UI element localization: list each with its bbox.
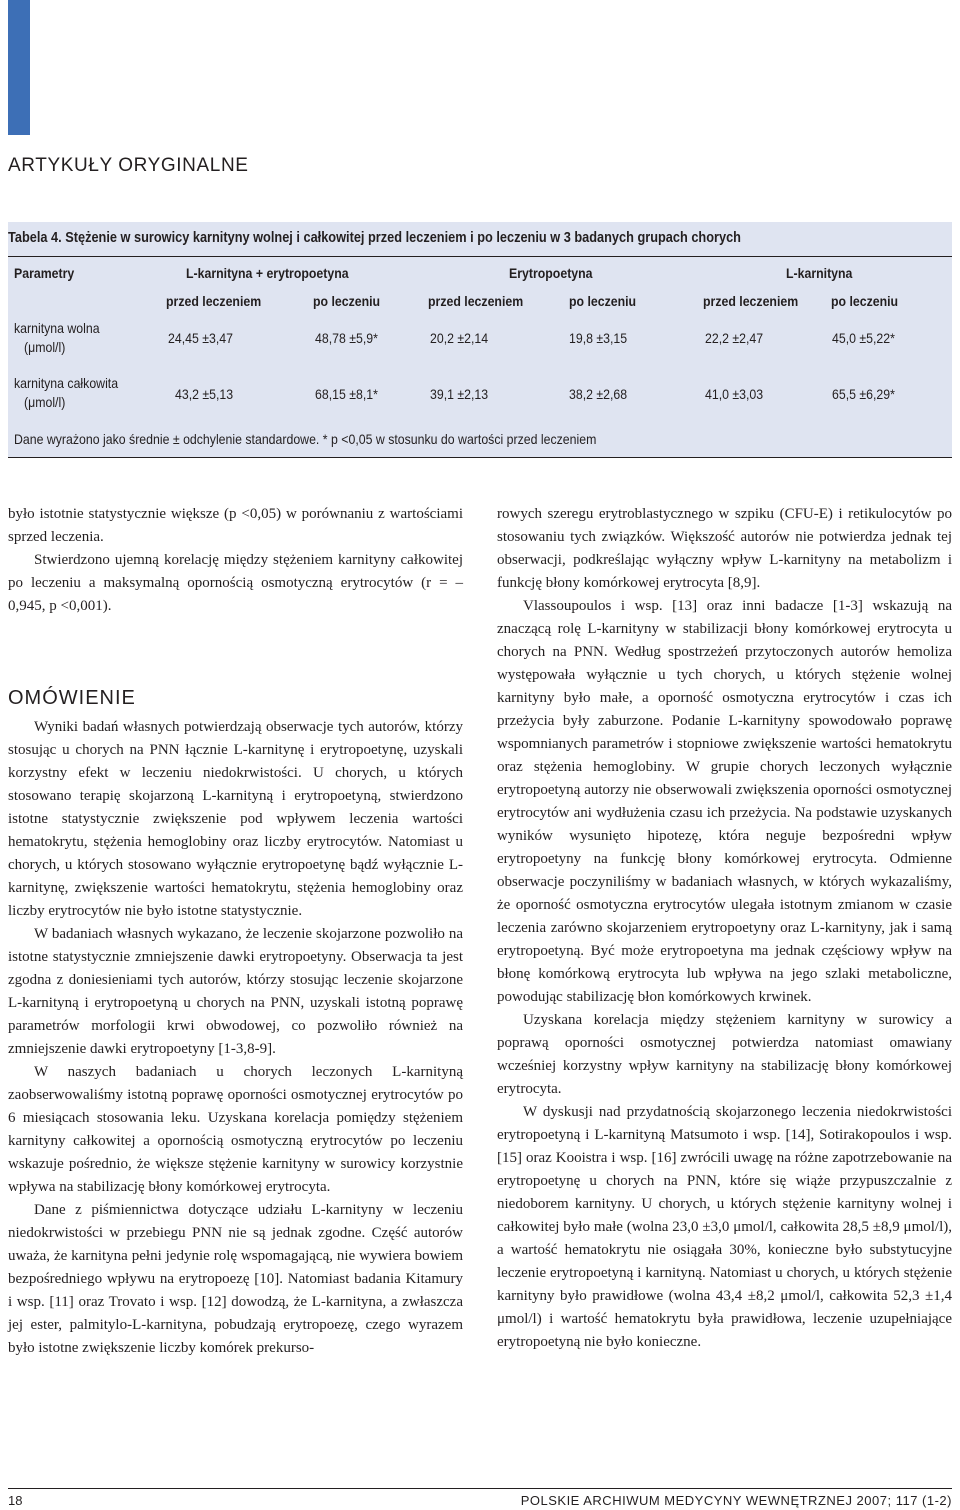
- subheader: po leczeniu: [569, 293, 637, 309]
- section-label: ARTYKUŁY ORYGINALNE: [8, 155, 249, 176]
- group-header: L-karnityna: [786, 265, 853, 281]
- subheader: przed leczeniem: [166, 293, 262, 309]
- paragraph: Dane z piśmiennictwa dotyczące udziału L-karnityny w leczeniu niedokrwistości w przebiegu PNN nie są jednak zgodne. Część autorów uważa, że karnityna pełni jedynie rolę wspomagającą, nie wywiera bowiem bezpośredniego wpływu na erytropoezę [10]. Natomiast badania Kitamury i wsp. [11] oraz Trovato i wsp. [12] dowodzą, że L-karnityna, a zwłaszcza jej ester, palmitylo-L-karnityna, pobudzają erytropoezę, czego wyrazem było istotne zwiększenie liczby komórek prekurso-: [8, 1202, 463, 1356]
- paragraph: rowych szeregu erytroblastycznego w szpiku (CFU-E) i retikulocytów po stosowaniu tych związków. Większość autorów nie potwierdza jednak tej obserwacji, podkreślając wyłączny wpływ L-karnityny na metabolizm i funkcję błony komórkowej erytrocyta [8,9].: [497, 506, 952, 591]
- table-bottom-rule: [8, 457, 952, 458]
- table-cell: 39,1 ±2,13: [430, 386, 489, 402]
- table-cell: 41,0 ±3,03: [705, 386, 764, 402]
- right-column: [497, 503, 952, 1354]
- subheader: przed leczeniem: [703, 293, 799, 309]
- paragraph: Wyniki badań własnych potwierdzają obserwacje tych autorów, którzy stosując u chorych na PNN łącznie L-karnitynę i erytropoetynę, uzyskali korzystny efekt w leczeniu niedokrwistości. U chorych, u których stosowano terapię skojarzoną L-karnityną i erytropoetyną, stwierdzono istotne statystycznie zwiększenie pod wpływem leczenia wartości hematokrytu, stężenia hemoglobiny oraz liczby erytrocytów. Natomiast u chorych, u których stosowano wyłącznie erytropoetynę bądź wyłącznie L-karnitynę, zwiększenie wartości hematokrytu, stężenia hemoglobiny oraz liczby erytrocytów nie było istotne statystycznie.: [8, 719, 463, 919]
- group-header: Erytropoetyna: [509, 265, 593, 281]
- paragraph: Stwierdzono ujemną korelację między stężeniem karnityny całkowitej po leczeniu a maksymalną opornością osmotyczną erytrocytów (r = – 0,945, p <0,001).: [8, 552, 463, 614]
- subheader: po leczeniu: [831, 293, 899, 309]
- table-cell: 65,5 ±6,29*: [832, 386, 895, 402]
- table-cell: 48,78 ±5,9*: [315, 330, 378, 346]
- journal-footer: POLSKIE ARCHIWUM MEDYCYNY WEWNĘTRZNEJ 2007; 117 (1-2): [520, 1493, 952, 1508]
- table-cell: 22,2 ±2,47: [705, 330, 764, 346]
- subheader: przed leczeniem: [428, 293, 524, 309]
- table-cell: 68,15 ±8,1*: [315, 386, 378, 402]
- accent-bar: [8, 0, 30, 135]
- section-heading: OMÓWIENIE: [8, 687, 136, 709]
- table-cell: 24,45 ±3,47: [168, 330, 233, 346]
- table-note: Dane wyrażono jako średnie ± odchylenie standardowe. * p <0,05 w stosunku do wartości przed leczeniem: [14, 431, 597, 447]
- row-unit: (μmol/l): [24, 394, 66, 410]
- footer-rule: [8, 1488, 952, 1489]
- row-unit: (μmol/l): [24, 339, 66, 355]
- table-cell: 45,0 ±5,22*: [832, 330, 895, 346]
- paragraph: Uzyskana korelacja między stężeniem karnityny w surowicy a poprawą oporności osmotycznej potwierdza natomiast omawiany wcześniej korzystny wpływ karnityny na stabilizację błony komórkowej erytrocyta.: [497, 1012, 952, 1097]
- table-top-rule: [8, 256, 952, 257]
- page-number: 18: [8, 1493, 23, 1508]
- row-label: karnityna wolna: [14, 320, 100, 336]
- paragraph: W dyskusji nad przydatnością skojarzonego leczenia niedokrwistości erytropoetyną i L-karnityną Matsumoto i wsp. [14], Sotirakopoulos i wsp. [15] oraz Kooistra i wsp. [16] zwrócili uwagę na różne zapotrzebowanie na erytropoetynę u chorych na PNN, które się wiąże przypuszczalnie z niedoborem karnityny. U chorych, u których stężenie karnityny wolnej i całkowitej było małe (wolna 23,0 ±3,0 μmol/l, całkowita 28,5 ±8,9 μmol/l), a wartość hematokrytu nie osiągała 30%, konieczne było substytucyjne leczenie erytropoetyną i karnityną. Natomiast u chorych, u których stężenie karnityny było prawidłowe (wolna 43,4 ±8,2 μmol/l, całkowita 52,3 ±1,4 μmol/l) i wartość hematokrytu była prawidłowa, leczenie uzupełniające erytropoetyną nie było konieczne.: [497, 1104, 952, 1350]
- subheader: po leczeniu: [313, 293, 381, 309]
- left-column: [8, 503, 463, 1360]
- paragraph: W badaniach własnych wykazano, że leczenie skojarzone pozwoliło na istotne statystycznie zmniejszenie dawki erytropoetyny. Obserwacja ta jest zgodna z doniesieniami tych autorów, którzy stosując leczenie skojarzone L-karnityną i erytropoetyną u chorych na PNN, uzyskali istotną poprawę parametrów morfologii krwi obwodowej, co pozwoliło również na zmniejszenie dawki erytropoetyny [1-3,8-9].: [8, 926, 463, 1057]
- table-cell: 19,8 ±3,15: [569, 330, 628, 346]
- table-caption: Tabela 4. Stężenie w surowicy karnityny wolnej i całkowitej przed leczeniem i po leczeniu w 3 badanych grupach chorych: [8, 230, 741, 246]
- paragraph: było istotnie statystycznie większe (p <0,05) w porównaniu z wartościami sprzed leczenia.: [8, 506, 463, 545]
- paragraph: W naszych badaniach u chorych leczonych L-karnityną zaobserwowaliśmy istotną poprawę oporności osmotycznej erytrocytów po 6 miesiącach stosowania leku. Uzyskana korelacja pomiędzy stężeniem karnityny całkowitej a opornością osmotyczną erytrocytów po leczeniu wskazuje pośrednio, że większe stężenie karnityny w surowicy korzystnie wpływa na stabilizację błony komórkowej erytrocyta.: [8, 1064, 463, 1195]
- table-cell: 43,2 ±5,13: [175, 386, 234, 402]
- group-header: L-karnityna + erytropoetyna: [186, 265, 349, 281]
- row-label: karnityna całkowita: [14, 375, 119, 391]
- table-cell: 20,2 ±2,14: [430, 330, 489, 346]
- table-cell: 38,2 ±2,68: [569, 386, 628, 402]
- paragraph: Vlassoupoulos i wsp. [13] oraz inni badacze [1-3] wskazują na znaczącą rolę L-karnityny w stabilizacji błony komórkowej erytrocyta u chorych na PNN. Według spostrzeżeń przytoczonych autorów hemoliza występowała wyłącznie u tych chorych, u których stężenie wolnej karnityny było małe, a oporność osmotyczna erytrocytów i czas ich przeżycia były zaburzone. Podanie L-karnityny spowodowało poprawę wspomnianych parametrów i stopniowe zwiększenie wartości hematokrytu oraz stężenia hemoglobiny. W grupie chorych leczonych wyłącznie erytropoetyną autorzy nie obserwowali zwiększenia oporności osmotycznej erytrocytów ani wydłużenia czasu ich przeżycia. Na podstawie uzyskanych wyników wysunięto hipotezę, która neguje bezpośredni wpływ erytropoetyny na funkcję błony komórkowej erytrocyta. Odmienne obserwacje poczyniliśmy w badaniach własnych, w których wykazaliśmy, że oporność osmotyczna erytrocytów ulegała istotnym zmianom w czasie leczenia zarówno skojarzeniem erytropoetyny oraz L-karnityny, jak i samą erytropoetyną. Być może erytropoetyna ma jednak częściowy wpływ na błonę komórkową erytrocyta lub wpływa na jego szlaki metaboliczne, powodując stabilizację błon komórkowych krwinek.: [497, 598, 952, 1005]
- param-header: Parametry: [14, 265, 75, 281]
